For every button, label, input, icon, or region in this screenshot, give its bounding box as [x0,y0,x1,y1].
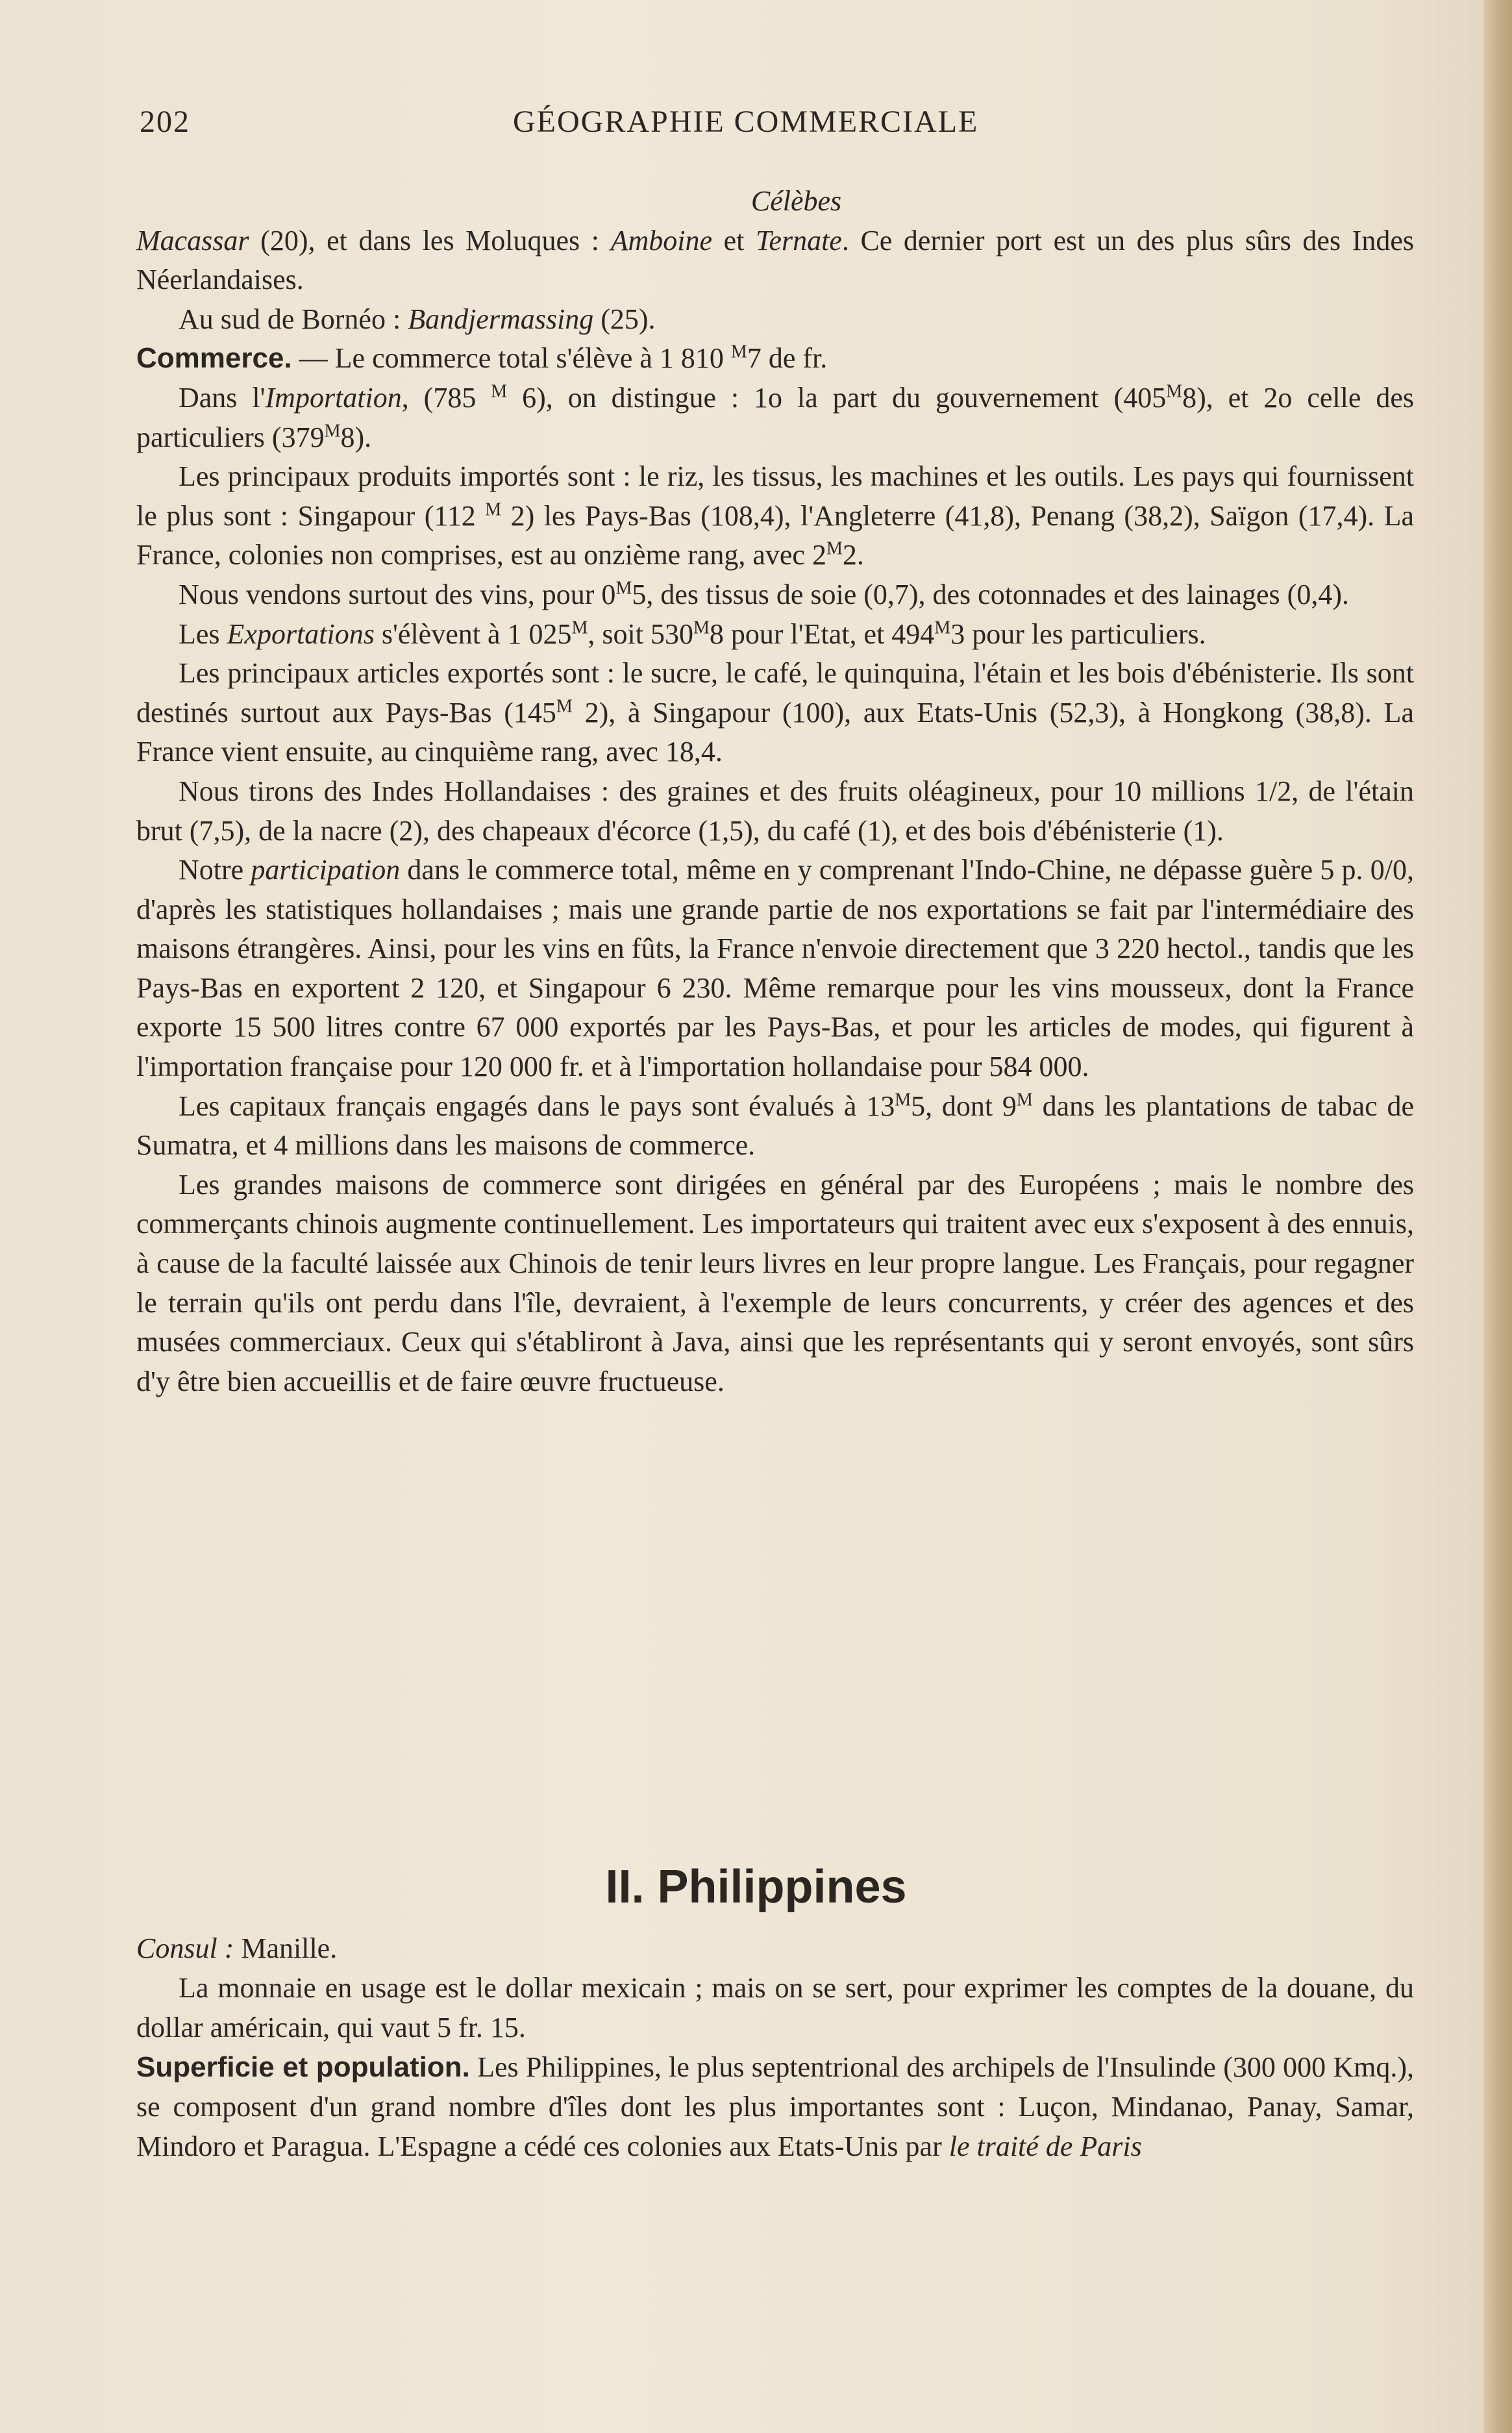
paragraph-exportations [136,615,1414,655]
text-run: Nous vendons surtout des vins, pour 0 [179,578,616,610]
book-edge [1483,0,1512,2433]
percent-sign: 0/0 [1370,854,1407,886]
text-run: 5, dont 9 [911,1090,1017,1122]
paragraph-consul [136,1928,1414,1968]
paragraph-importation [136,379,1414,457]
text-run: 2. [842,539,864,571]
paragraph-commerce [136,339,1414,379]
text-run: , d'après les statistiques hollandaises ; mais une grande partie de nos exportations se fait par l'intermédiaire des maisons étrangères. Ainsi, pour les vins en fûts, la France n'envoie directement que 3 220 hectol., tandis que les Pays-Bas en exportent 2 120, et Singapour 6 230. Même remarque pour les vins mousseux, dont la France exporte 15 500 litres contre 67 000 exportés par les Pays-Bas, et pour les articles de modes, qui figurent à l'importation française pour 120 000 fr. et à l'importation hollandaise pour 584 000. [136,854,1415,1083]
text-run: 8). [340,421,372,453]
text-run: Les Philippines, le plus septentrional des archipels de l'Insulinde (300 000 Kmq.), se composent d'un grand nombre d'îles dont les plus importantes sont : Luçon, Mindanao, Panay, Samar, Mindoro et Paragua. L'Espagne a cédé ces colonies aux Etats-Unis par [136,2051,1414,2162]
body-text [136,182,1414,1401]
section-subheading: Célèbes [750,185,842,217]
text-run: , de l'étain brut (7,5), de la nacre (2), des chapeaux d'écorce (1,5), du café (1), et des bois d'ébénisterie (1). [136,775,1414,847]
place-amboine: Amboine [610,224,713,256]
text-run: 7 de fr. [747,342,828,375]
page-header [140,104,1412,149]
superscript: M [1016,1090,1033,1110]
text-run: — Le commerce total s'élève à 1 810 [291,342,731,375]
text-run: , soit 530 [588,618,693,650]
paragraph-monnaie: La monnaie en usage est le dollar mexicain ; mais on se sert, pour exprimer les comptes de la douane, du dollar américain, qui vaut 5 fr. 15. [136,1972,1414,2043]
text-run: Les principaux produits importés sont : le riz, les tissus, les machines et les outils. Les pays qui fournissent le plus sont : Singapour (112 [136,460,1414,532]
place-bandjermassing: Bandjermassing [408,303,594,335]
paragraph-participation [136,851,1414,1087]
text-run: Les capitaux français engagés dans le pays sont évalués à 13 [179,1090,895,1122]
text-run: dans le commerce total, même en y comprenant l'Indo-Chine, ne dépasse guère 5 p. [400,854,1370,886]
term-exportations: Exportations [227,618,375,650]
text-run: 3 pour les particuliers. [950,618,1206,650]
text-run: Les principaux articles exportés sont : le sucre, le café, le quinquina, l'étain et les bois d'ébénisterie. Ils sont destinés surtout aux Pays-Bas (145 [136,657,1414,729]
section-title-philippines: II. Philippines [605,1861,907,1913]
superscript: M [491,381,508,402]
paragraph-articles-exportes [136,654,1414,772]
superscript: M [730,342,747,362]
superscript: M [826,538,843,559]
text-run: . Ce dernier port est un des plus sûrs des Indes Néerlandaises. [136,224,1414,296]
text-run: 8), et 2o celle des particuliers (379 [136,381,1414,453]
term-importation: Importation [265,381,402,414]
text-run: (20), et dans les Moluques : [249,224,611,256]
text-run: , (785 [401,381,491,414]
paragraph-produits-importes [136,457,1414,575]
superscript: M [693,617,710,638]
paragraph-grandes-maisons: Les grandes maisons de commerce sont dirigées en général par des Européens ; mais le nombre des commerçants chinois augmente continuellement. Les importateurs qui traitent avec eux s'exposent à des ennuis, à cause de la faculté laissée aux Chinois de tenir leurs livres en leur propre langue. Les Français, pour regagner le terrain qu'ils ont perdu dans l'île, devraient, à l'exemple de leurs concurrents, y créer des agences et des musées commerciaux. Ceux qui s'établiront à Java, ainsi que les représentants qui y seront envoyés, sont sûrs d'y être bien accueillis et de faire œuvre fructueuse. [136,1168,1414,1397]
text-run: 2), à Singapour (100), aux Etats-Unis (52,3), à Hongkong (38,8). La France vient ensuite, au cinquième rang, avec 18,4. [136,696,1414,768]
commerce-heading: Commerce. [136,342,292,375]
text-run: Nous tirons des Indes Hollandaises : des graines et des fruits oléagineux, pour 10 millions [179,775,1255,807]
paragraph-superficie [136,2047,1414,2166]
consul-label: Consul : [136,1932,234,1964]
text-run: Dans l' [179,381,266,414]
paragraph-borneo [136,300,1414,340]
superscript: M [615,578,632,599]
superscript: M [571,617,588,638]
term-participation: participation [251,854,401,886]
superscript: M [895,1090,911,1110]
running-title: GÉOGRAPHIE COMMERCIALE [513,105,979,139]
superscript: M [1166,381,1183,402]
text-run: et [712,224,756,256]
text-run: 6), on distingue : 1o la part du gouvernement (405 [507,381,1167,414]
consul-value: Manille. [234,1932,338,1964]
text-run: s'élèvent à 1 025 [374,618,572,650]
fraction: 1/2 [1254,775,1292,807]
superscript: M [934,617,951,638]
superscript: M [485,499,502,520]
text-run: dans les plantations de tabac de Sumatra, et 4 millions dans les maisons de commerce. [136,1090,1415,1162]
paragraph-macassar [136,221,1414,300]
place-macassar: Macassar [136,224,249,256]
superscript: M [324,420,341,441]
text-run: 5, des tissus de soie (0,7), des cotonnades et des lainages (0,4). [632,578,1349,610]
text-run: Les [179,618,227,650]
paragraph-capitaux [136,1087,1414,1166]
superscript: M [556,696,573,717]
text-run: Au sud de Bornéo : [179,303,408,335]
text-run: Notre [179,854,251,886]
place-ternate: Ternate [756,224,842,256]
text-run: 2) les Pays-Bas (108,4), l'Angleterre (41,8), Penang (38,2), Saïgon (17,4). La France, colonies non comprises, est au onzième rang, avec 2 [136,499,1415,571]
paragraph-nous-tirons [136,772,1414,851]
text-run: (25). [593,303,656,335]
paragraph-nous-vendons [136,575,1414,615]
body-text-philippines [136,1928,1414,2166]
term-traite-de-paris: le traité de Paris [948,2130,1142,2162]
text-run: 8 pour l'Etat, et 494 [709,618,935,650]
page-number: 202 [140,105,190,139]
superficie-heading: Superficie et population. [136,2051,470,2083]
